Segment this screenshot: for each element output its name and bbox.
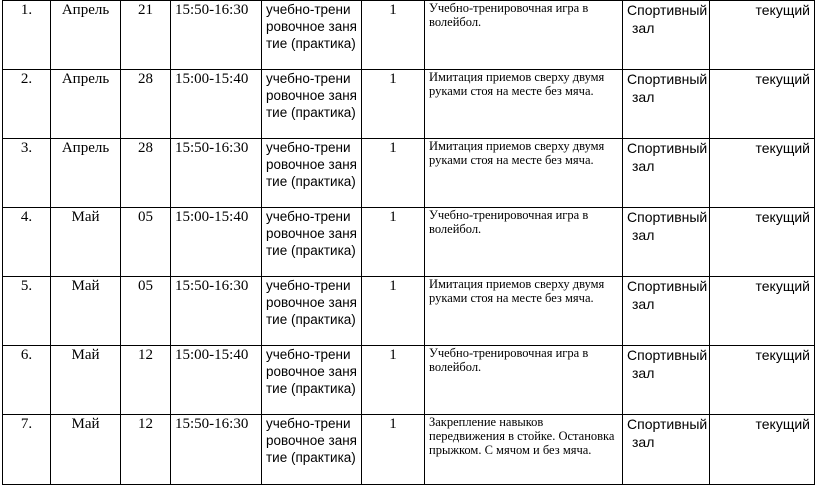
control-cell: текущий xyxy=(710,346,815,415)
table-row xyxy=(3,277,815,346)
topic-cell: Имитация приемов сверху двумя руками стоя на месте без мяча. xyxy=(425,139,623,208)
place-cell xyxy=(623,208,710,277)
topic-cell: Учебно-тренировочная игра в волейбол. xyxy=(425,208,623,277)
row-number: 4. xyxy=(3,208,51,277)
day-cell: 12 xyxy=(121,415,171,485)
month-cell: Апрель xyxy=(51,1,121,70)
place-cell xyxy=(623,415,710,485)
time-cell: 15:00-15:40 xyxy=(171,70,262,139)
month-cell: Май xyxy=(51,346,121,415)
day-cell: 28 xyxy=(121,139,171,208)
hours-cell: 1 xyxy=(362,346,425,415)
month-cell: Май xyxy=(51,277,121,346)
lesson-type-cell: учебно-тренировочное занятие (практика) xyxy=(262,415,362,485)
table-row xyxy=(3,208,815,277)
table-row xyxy=(3,415,815,485)
row-number: 5. xyxy=(3,277,51,346)
time-cell: 15:50-16:30 xyxy=(171,1,262,70)
lesson-type-cell: учебно-тренировочное занятие (практика) xyxy=(262,1,362,70)
day-cell: 28 xyxy=(121,70,171,139)
time-cell: 15:50-16:30 xyxy=(171,139,262,208)
control-cell: текущий xyxy=(710,1,815,70)
day-cell: 05 xyxy=(121,277,171,346)
time-cell: 15:50-16:30 xyxy=(171,277,262,346)
place-line-1: Спортивный xyxy=(627,71,708,87)
control-cell: текущий xyxy=(710,70,815,139)
place-line-1: Спортивный xyxy=(627,2,708,18)
month-cell: Апрель xyxy=(51,139,121,208)
place-cell xyxy=(623,139,710,208)
place-cell xyxy=(623,346,710,415)
hours-cell: 1 xyxy=(362,208,425,277)
place-line-2: зал xyxy=(632,296,655,312)
schedule-table xyxy=(2,0,815,485)
place-line-1: Спортивный xyxy=(627,416,708,432)
place-line-1: Спортивный xyxy=(627,140,708,156)
day-cell: 21 xyxy=(121,1,171,70)
month-cell: Май xyxy=(51,415,121,485)
topic-cell: Имитация приемов сверху двумя руками стоя на месте без мяча. xyxy=(425,277,623,346)
hours-cell: 1 xyxy=(362,415,425,485)
lesson-type-cell: учебно-тренировочное занятие (практика) xyxy=(262,139,362,208)
hours-cell: 1 xyxy=(362,277,425,346)
table-row xyxy=(3,139,815,208)
row-number: 1. xyxy=(3,1,51,70)
place-line-1: Спортивный xyxy=(627,347,708,363)
row-number: 7. xyxy=(3,415,51,485)
row-number: 2. xyxy=(3,70,51,139)
place-line-1: Спортивный xyxy=(627,278,708,294)
topic-cell: Закрепление навыков передвижения в стойке. Остановка прыжком. С мячом и без мяча. xyxy=(425,415,623,485)
hours-cell: 1 xyxy=(362,1,425,70)
lesson-type-cell: учебно-тренировочное занятие (практика) xyxy=(262,208,362,277)
control-cell: текущий xyxy=(710,277,815,346)
place-line-1: Спортивный xyxy=(627,209,708,225)
time-cell: 15:50-16:30 xyxy=(171,415,262,485)
lesson-type-cell: учебно-тренировочное занятие (практика) xyxy=(262,346,362,415)
control-cell: текущий xyxy=(710,139,815,208)
day-cell: 12 xyxy=(121,346,171,415)
place-line-2: зал xyxy=(632,158,655,174)
control-cell: текущий xyxy=(710,208,815,277)
control-cell: текущий xyxy=(710,415,815,485)
place-line-2: зал xyxy=(632,365,655,381)
month-cell: Апрель xyxy=(51,70,121,139)
hours-cell: 1 xyxy=(362,70,425,139)
table-row xyxy=(3,346,815,415)
place-cell xyxy=(623,1,710,70)
place-line-2: зал xyxy=(632,89,655,105)
table-row xyxy=(3,70,815,139)
lesson-type-cell: учебно-тренировочное занятие (практика) xyxy=(262,70,362,139)
time-cell: 15:00-15:40 xyxy=(171,208,262,277)
place-cell xyxy=(623,70,710,139)
topic-cell: Имитация приемов сверху двумя руками стоя на месте без мяча. xyxy=(425,70,623,139)
table-row xyxy=(3,1,815,70)
row-number: 3. xyxy=(3,139,51,208)
month-cell: Май xyxy=(51,208,121,277)
lesson-type-cell: учебно-тренировочное занятие (практика) xyxy=(262,277,362,346)
place-line-2: зал xyxy=(632,434,655,450)
row-number: 6. xyxy=(3,346,51,415)
topic-cell: Учебно-тренировочная игра в волейбол. xyxy=(425,346,623,415)
hours-cell: 1 xyxy=(362,139,425,208)
place-line-2: зал xyxy=(632,20,655,36)
topic-cell: Учебно-тренировочная игра в волейбол. xyxy=(425,1,623,70)
place-line-2: зал xyxy=(632,227,655,243)
day-cell: 05 xyxy=(121,208,171,277)
place-cell xyxy=(623,277,710,346)
time-cell: 15:00-15:40 xyxy=(171,346,262,415)
